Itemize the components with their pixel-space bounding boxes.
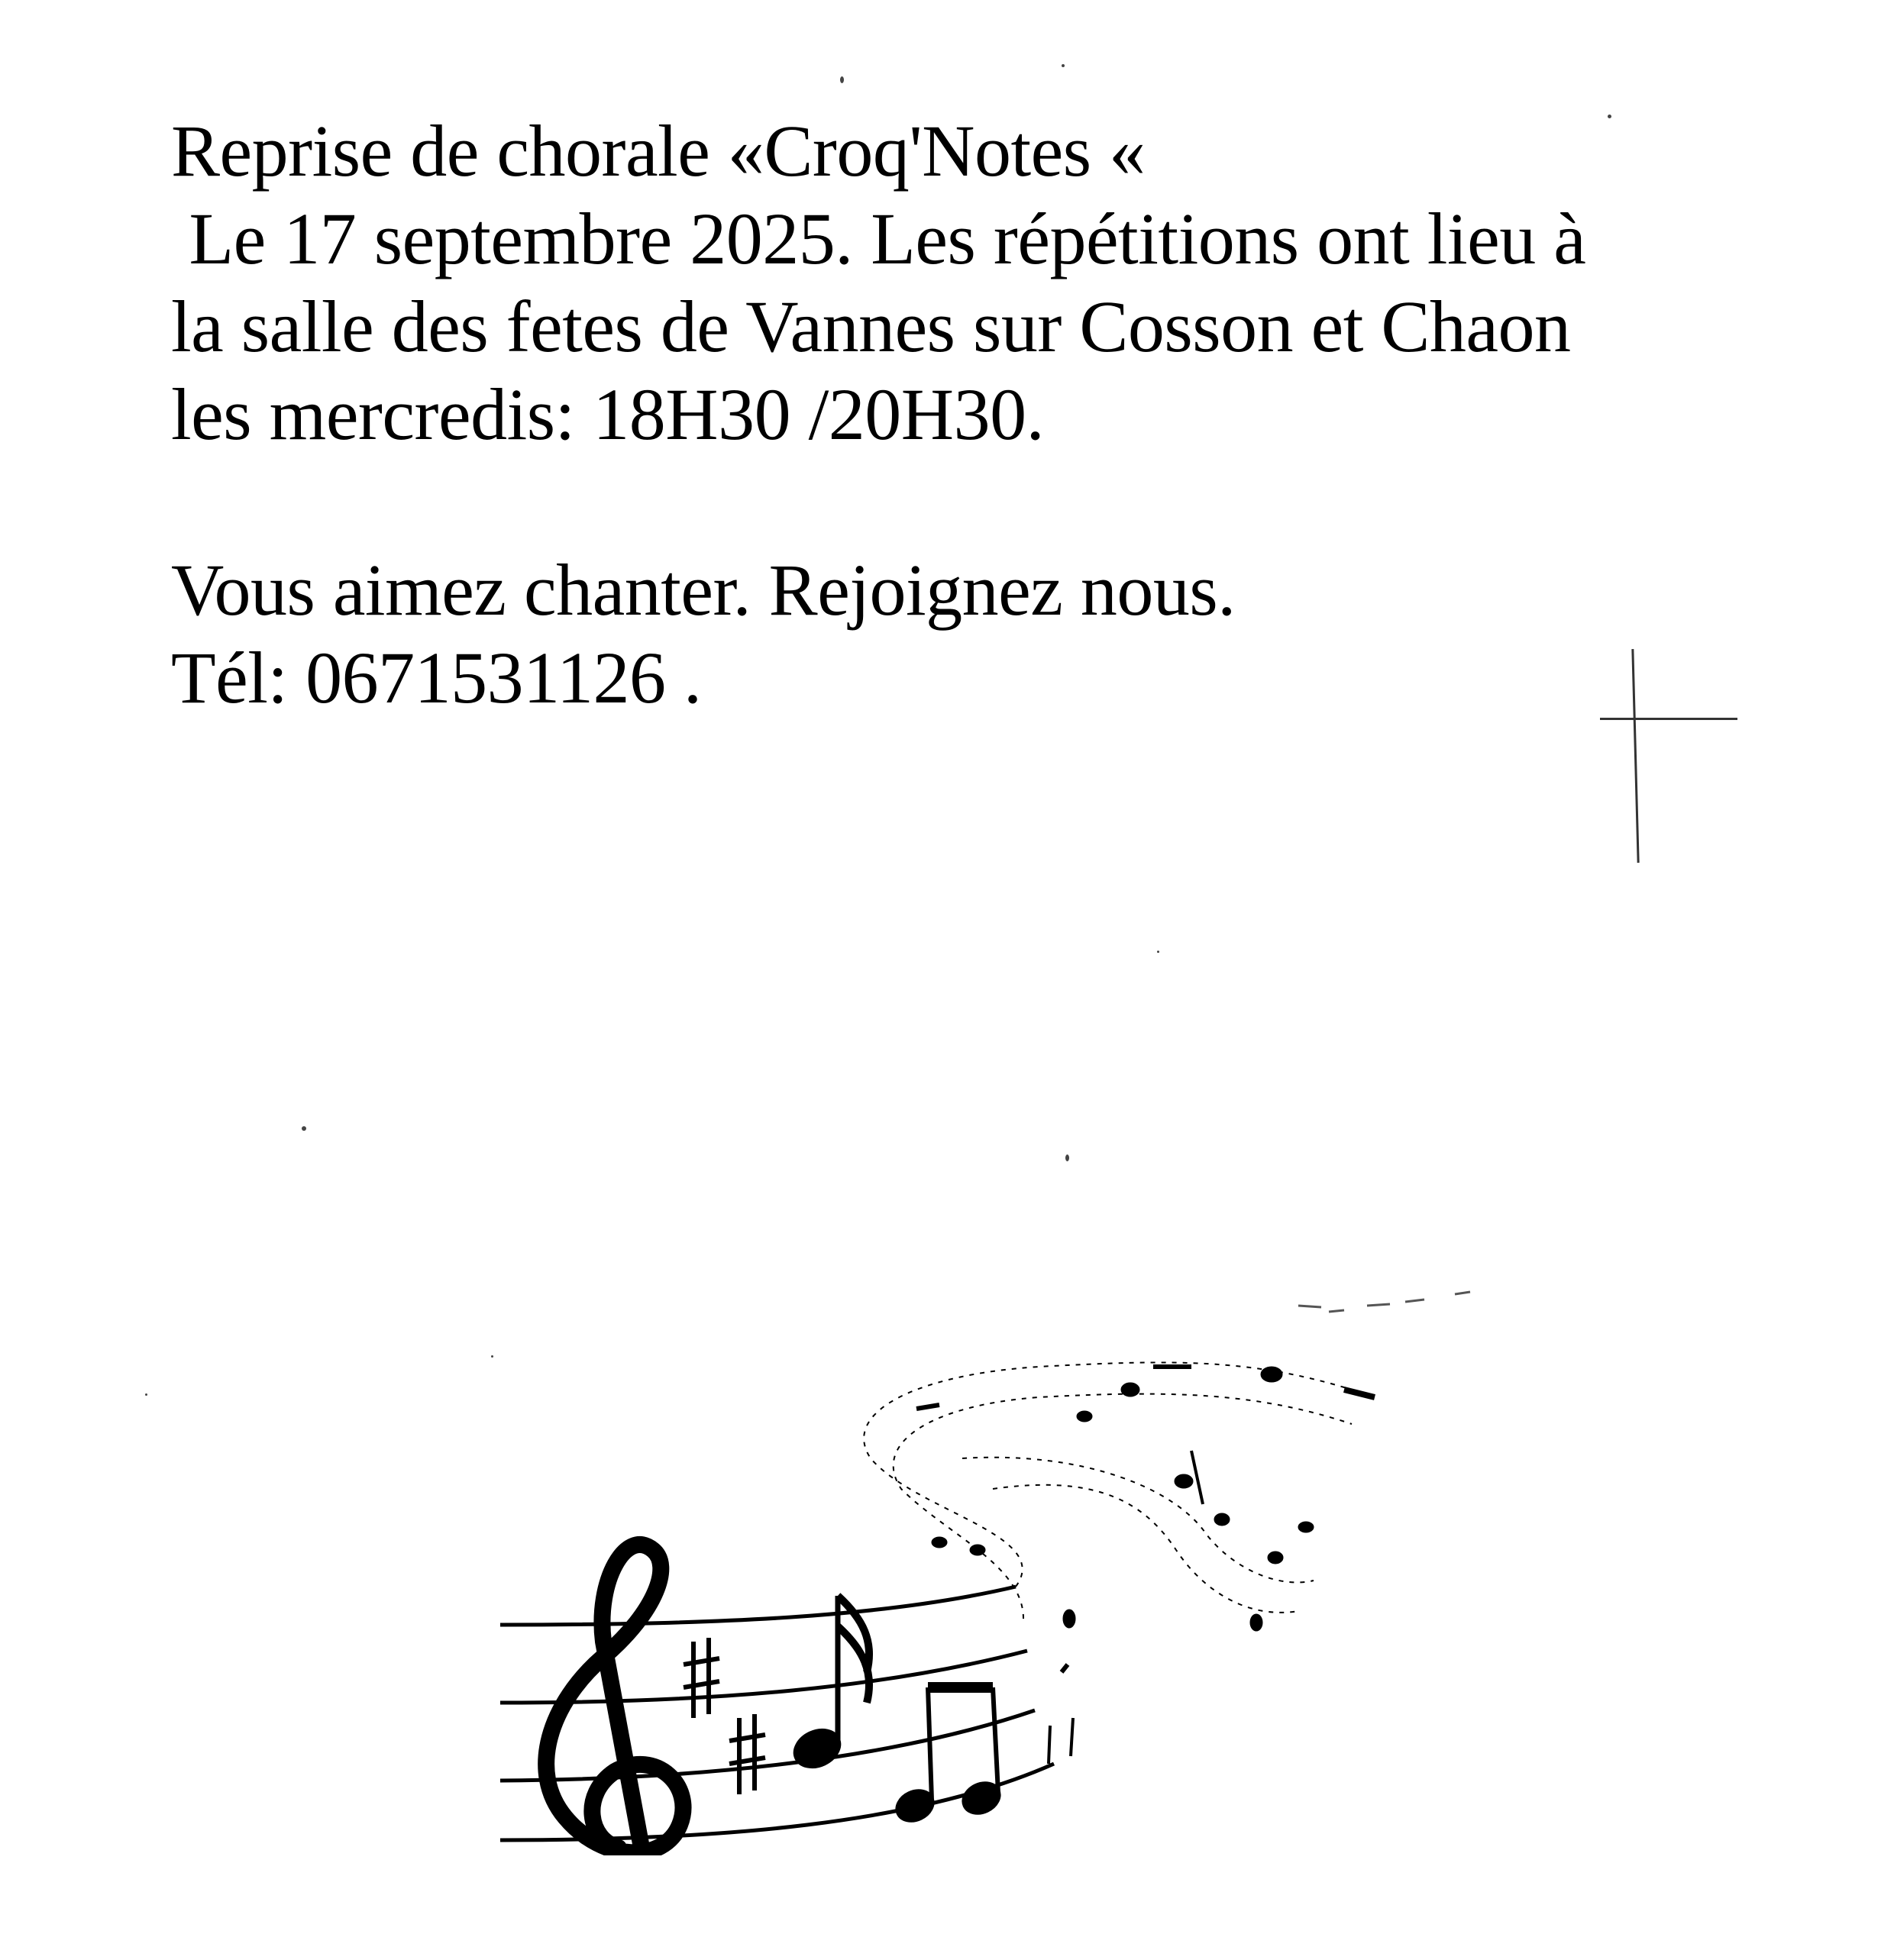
notice-location-line: la salle des fetes de Vannes sur Cosson et Chaon: [171, 286, 1571, 367]
phone-line: Tél: 0671531126 .: [171, 637, 702, 718]
staff-fade-dashes: [1298, 1292, 1470, 1312]
notice-schedule-line: les mercredis: 18H30 /20H30.: [171, 373, 1045, 455]
pencil-mark-horizontal: [1600, 718, 1737, 720]
music-staff-icon: [489, 1260, 1527, 1855]
scan-speck: [1608, 115, 1611, 118]
scan-speck: [1157, 951, 1159, 953]
paragraph-gap: [171, 458, 1775, 546]
scan-speck: [840, 76, 844, 83]
notice-title: Reprise de chorale «Croq'Notes «: [171, 110, 1146, 192]
staff-lines-swirl: [864, 1362, 1352, 1619]
notice-text: [171, 107, 1775, 722]
scan-speck: [1065, 1154, 1069, 1161]
invitation-line: Vous aimez chanter. Rejoignez nous.: [171, 549, 1236, 631]
music-notes: [787, 1367, 1375, 1828]
notice-date-line: Le 17 septembre 2025. Les répétitions ont lieu à: [171, 198, 1586, 279]
scan-speck: [1062, 64, 1065, 67]
scan-speck: [302, 1126, 306, 1131]
scan-speck: [145, 1393, 147, 1396]
